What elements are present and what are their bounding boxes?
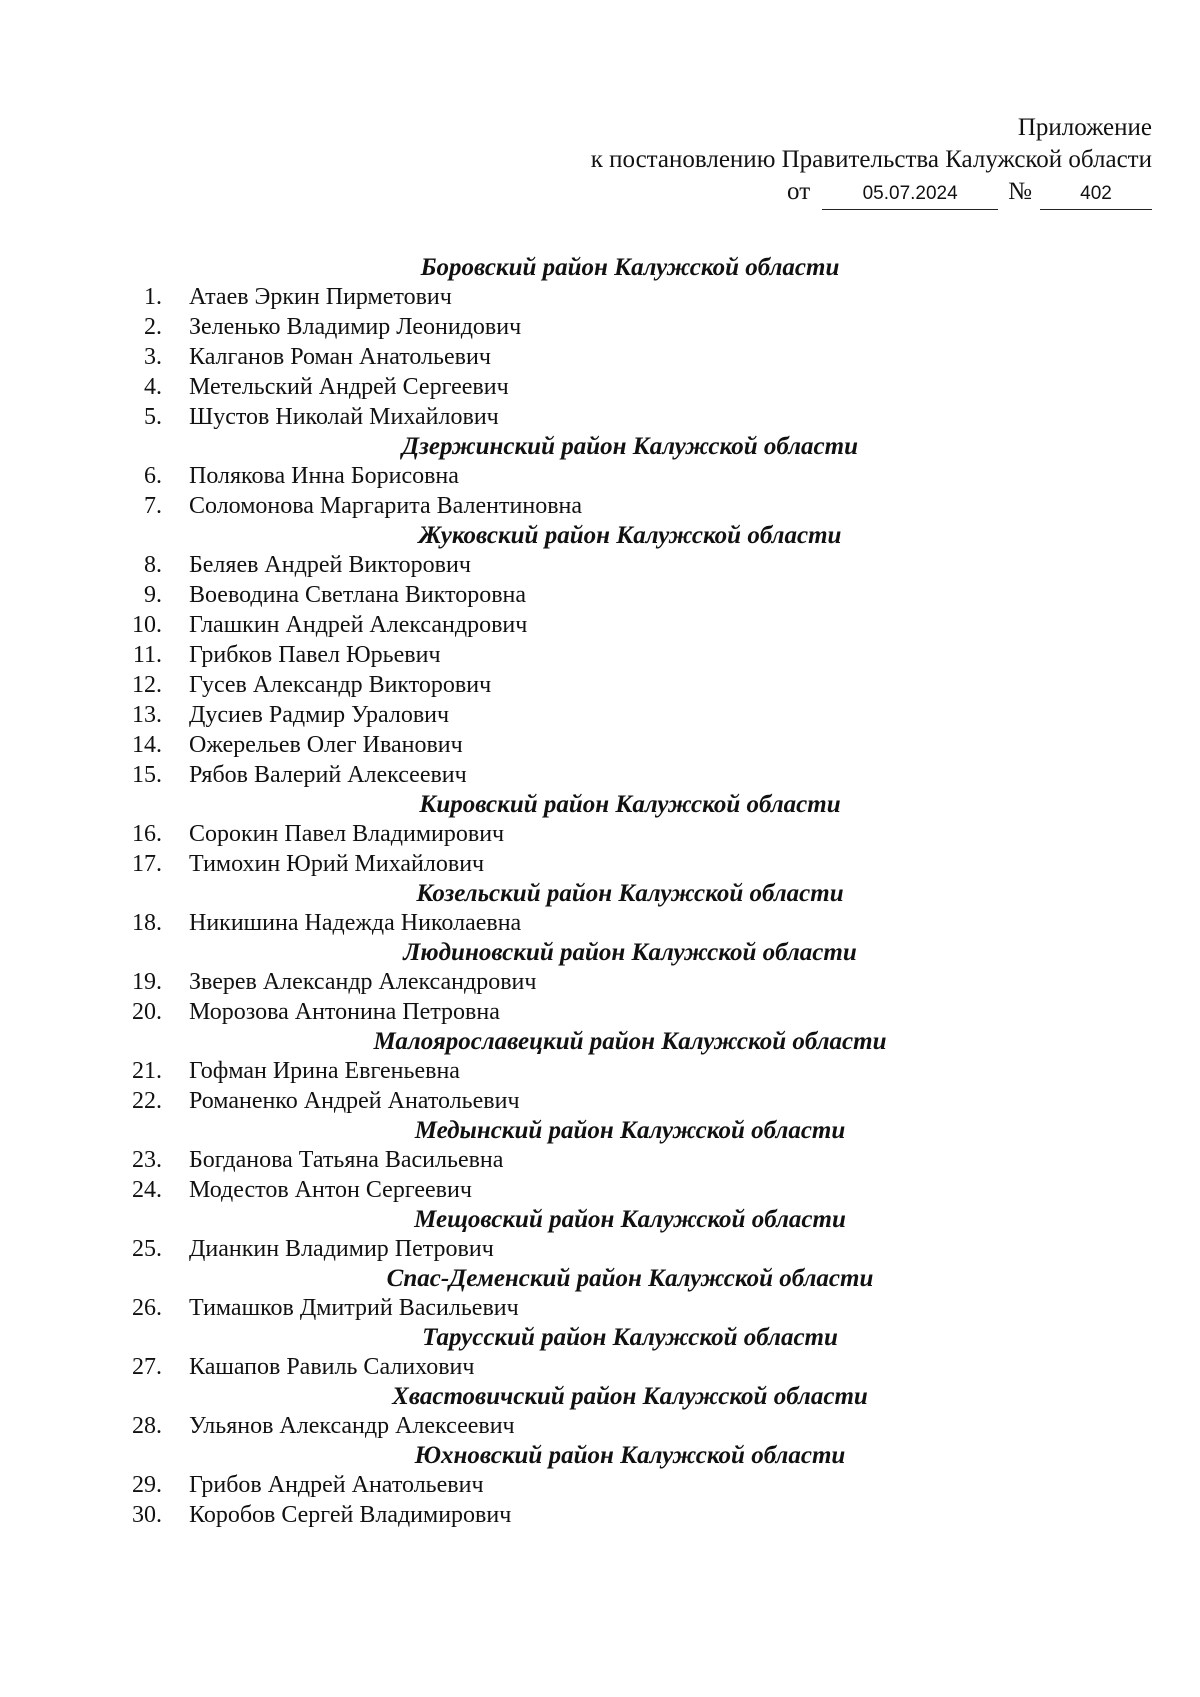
district-heading: Малоярославецкий район Калужской области [373, 1028, 887, 1055]
item-number: 28. [132, 1413, 162, 1439]
item-number: 18. [132, 910, 162, 936]
item-number: 5. [144, 404, 162, 430]
person-name: Атаев Эркин Пирметович [189, 284, 452, 310]
item-number: 23. [132, 1147, 162, 1173]
list-item [0, 312, 1200, 342]
person-name: Богданова Татьяна Васильевна [189, 1147, 504, 1173]
list-item [0, 997, 1200, 1027]
person-name: Романенко Андрей Анатольевич [189, 1088, 520, 1114]
person-name: Метельский Андрей Сергеевич [189, 374, 509, 400]
person-name: Тимохин Юрий Михайлович [189, 851, 485, 877]
person-name: Модестов Антон Сергеевич [189, 1177, 472, 1203]
district-heading: Жуковский район Калужской области [418, 522, 842, 549]
person-name: Морозова Антонина Петровна [189, 999, 500, 1025]
person-name: Воеводина Светлана Викторовна [189, 582, 527, 608]
list-item [0, 849, 1200, 879]
district-heading: Мещовский район Калужской области [414, 1206, 846, 1233]
district-heading: Тарусский район Калужской области [422, 1324, 838, 1351]
list-item [0, 1470, 1200, 1500]
district-heading: Хвастовичский район Калужской области [392, 1383, 868, 1410]
person-name: Грибов Андрей Анатольевич [189, 1472, 484, 1498]
item-number: 12. [132, 672, 162, 698]
item-number: 10. [132, 612, 162, 638]
person-name: Дусиев Радмир Уралович [189, 702, 450, 728]
item-number: 22. [132, 1088, 162, 1114]
district-heading: Людиновский район Калужской области [403, 939, 857, 966]
person-name: Зверев Александр Александрович [189, 969, 537, 995]
list-item [0, 819, 1200, 849]
item-number: 20. [132, 999, 162, 1025]
person-name: Соломонова Маргарита Валентиновна [189, 493, 583, 519]
person-name: Никишина Надежда Николаевна [189, 910, 522, 936]
district-heading: Юхновский район Калужской области [414, 1442, 846, 1469]
list-item [0, 342, 1200, 372]
list-item [0, 700, 1200, 730]
list-item [0, 1500, 1200, 1530]
appendix-title: Приложение [1017, 114, 1152, 141]
district-heading: Боровский район Калужской области [420, 254, 840, 281]
item-number: 8. [144, 552, 162, 578]
item-number: 17. [132, 851, 162, 877]
list-item [0, 550, 1200, 580]
person-name: Калганов Роман Анатольевич [189, 344, 491, 370]
person-name: Зеленько Владимир Леонидович [189, 314, 522, 340]
item-number: 4. [144, 374, 162, 400]
list-item [0, 967, 1200, 997]
list-item [0, 1056, 1200, 1086]
list-item [0, 730, 1200, 760]
list-item [0, 1234, 1200, 1264]
list-item [0, 760, 1200, 790]
item-number: 25. [132, 1236, 162, 1262]
list-item [0, 1293, 1200, 1323]
item-number: 24. [132, 1177, 162, 1203]
person-name: Ожерельев Олег Иванович [189, 732, 463, 758]
resolution-date: 05.07.2024 [822, 183, 998, 210]
person-name: Глашкин Андрей Александрович [189, 612, 528, 638]
person-name: Шустов Николай Михайлович [189, 404, 499, 430]
list-item [0, 402, 1200, 432]
person-name: Беляев Андрей Викторович [189, 552, 471, 578]
list-item [0, 491, 1200, 521]
resolution-reference: к постановлению Правительства Калужской области [590, 146, 1152, 173]
item-number: 11. [132, 642, 162, 668]
list-item [0, 1175, 1200, 1205]
person-name: Грибков Павел Юрьевич [189, 642, 441, 668]
person-name: Коробов Сергей Владимирович [189, 1502, 512, 1528]
item-number: 2. [144, 314, 162, 340]
person-name: Дианкин Владимир Петрович [189, 1236, 494, 1262]
item-number: 27. [132, 1354, 162, 1380]
person-name: Гусев Александр Викторович [189, 672, 492, 698]
list-item [0, 282, 1200, 312]
number-sign: № [1008, 178, 1032, 205]
person-name: Рябов Валерий Алексеевич [189, 762, 467, 788]
item-number: 9. [144, 582, 162, 608]
item-number: 26. [132, 1295, 162, 1321]
item-number: 3. [144, 344, 162, 370]
person-name: Ульянов Александр Алексеевич [189, 1413, 515, 1439]
item-number: 21. [132, 1058, 162, 1084]
person-name: Полякова Инна Борисовна [189, 463, 459, 489]
person-name: Тимашков Дмитрий Васильевич [189, 1295, 519, 1321]
list-item [0, 670, 1200, 700]
item-number: 1. [144, 284, 162, 310]
item-number: 16. [132, 821, 162, 847]
list-item [0, 1352, 1200, 1382]
list-item [0, 1086, 1200, 1116]
person-name: Гофман Ирина Евгеньевна [189, 1058, 460, 1084]
item-number: 19. [132, 969, 162, 995]
item-number: 30. [132, 1502, 162, 1528]
resolution-number: 402 [1040, 183, 1152, 210]
district-heading: Кировский район Калужской области [419, 791, 841, 818]
list-item [0, 1145, 1200, 1175]
list-item [0, 610, 1200, 640]
appendix-header [591, 112, 1152, 206]
item-number: 6. [144, 463, 162, 489]
item-number: 13. [132, 702, 162, 728]
list-item [0, 580, 1200, 610]
date-number-line [591, 178, 1152, 206]
list-item [0, 640, 1200, 670]
district-heading: Дзержинский район Калужской области [402, 433, 858, 460]
item-number: 14. [132, 732, 162, 758]
person-name: Кашапов Равиль Салихович [189, 1354, 475, 1380]
item-number: 29. [132, 1472, 162, 1498]
list-item [0, 461, 1200, 491]
list-item [0, 1411, 1200, 1441]
list-item [0, 908, 1200, 938]
district-heading: Медынский район Калужской области [414, 1117, 846, 1144]
item-number: 15. [132, 762, 162, 788]
district-list [0, 253, 1200, 1530]
district-heading: Спас-Деменский район Калужской области [386, 1265, 874, 1292]
item-number: 7. [144, 493, 162, 519]
person-name: Сорокин Павел Владимирович [189, 821, 505, 847]
from-label: от [787, 178, 811, 205]
list-item [0, 372, 1200, 402]
district-heading: Козельский район Калужской области [416, 880, 844, 907]
